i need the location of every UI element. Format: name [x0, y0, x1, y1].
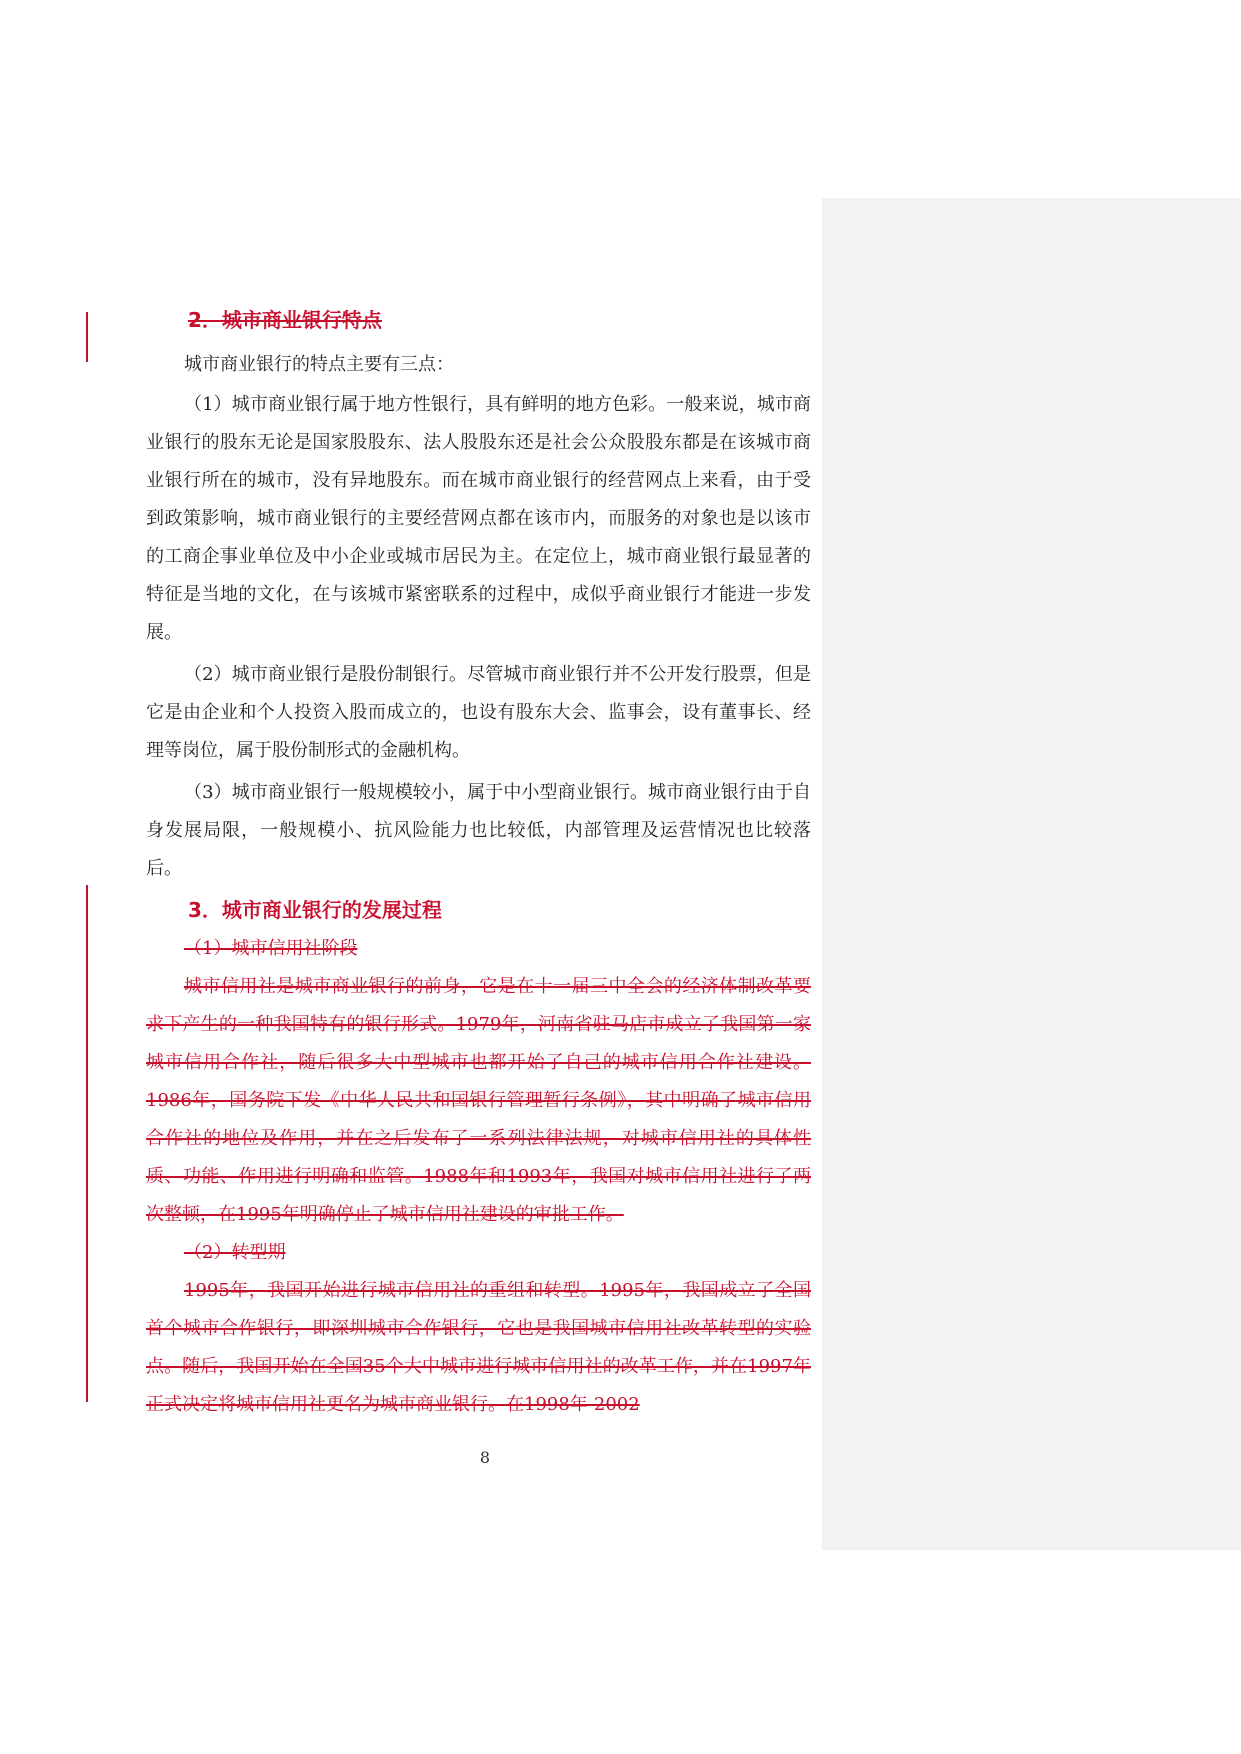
section-heading-2: 2．城市商业银行特点	[188, 308, 382, 332]
section3-sub1-title: （1）城市信用社阶段	[184, 938, 358, 959]
change-bar-section2	[86, 312, 88, 362]
section2-point-2: （2）城市商业银行是股份制银行。尽管城市商业银行并不公开发行股票，但是它是由企业和个人投资入股而成立的，也设有股东大会、监事会，设有董事长、经理等岗位，属于股份制形式的金融机构。	[146, 664, 811, 761]
comment-pane	[822, 198, 1241, 1550]
page-number: 8	[479, 1448, 491, 1467]
section3-sub2-text: 1995年，我国开始进行城市信用社的重组和转型。1995年，我国成立了全国首个城市合作银行，即深圳城市合作银行，它也是我国城市信用社改革转型的实验点。随后，我国开始在全国35个大中城市进行城市信用社的改革工作，并在1997年正式决定将城市信用社更名为城市商业银行。在1998年-2002	[146, 1280, 811, 1415]
change-bar-section3	[86, 885, 88, 1402]
section3-sub1-text: 城市信用社是城市商业银行的前身，它是在十一届三中全会的经济体制改革要求下产生的一种我国特有的银行形式。1979年，河南省驻马店市成立了我国第一家城市信用合作社，随后很多大中型城市也都开始了自己的城市信用合作社建设。1986年，国务院下发《中华人民共和国银行管理暂行条例》，其中明确了城市信用合作社的地位及作用，并在之后发布了一系列法律法规，对城市信用社的具体性质、功能、作用进行明确和监管。1988年和1993年，我国对城市信用社进行了两次整顿，在1995年明确停止了城市信用社建设的审批工作。	[146, 976, 811, 1225]
section2-point-1: （1）城市商业银行属于地方性银行，具有鲜明的地方色彩。一般来说，城市商业银行的股东无论是国家股股东、法人股股东还是社会公众股股东都是在该城市商业银行所在的城市，没有异地股东。而在城市商业银行的经营网点上来看，由于受到政策影响，城市商业银行的主要经营网点都在该市内，而服务的对象也是以该市的工商企事业单位及中小企业或城市居民为主。在定位上，城市商业银行最显著的特征是当地的文化，在与该城市紧密联系的过程中，成似乎商业银行才能进一步发展。	[146, 394, 811, 643]
section2-point-3: （3）城市商业银行一般规模较小，属于中小型商业银行。城市商业银行由于自身发展局限，一般规模小、抗风险能力也比较低，内部管理及运营情况也比较落后。	[146, 782, 811, 879]
section3-sub2-title: （2）转型期	[184, 1242, 286, 1263]
document-body	[146, 300, 811, 1424]
section2-intro: 城市商业银行的特点主要有三点：	[184, 354, 454, 375]
section-heading-3: 3．城市商业银行的发展过程	[188, 898, 442, 922]
